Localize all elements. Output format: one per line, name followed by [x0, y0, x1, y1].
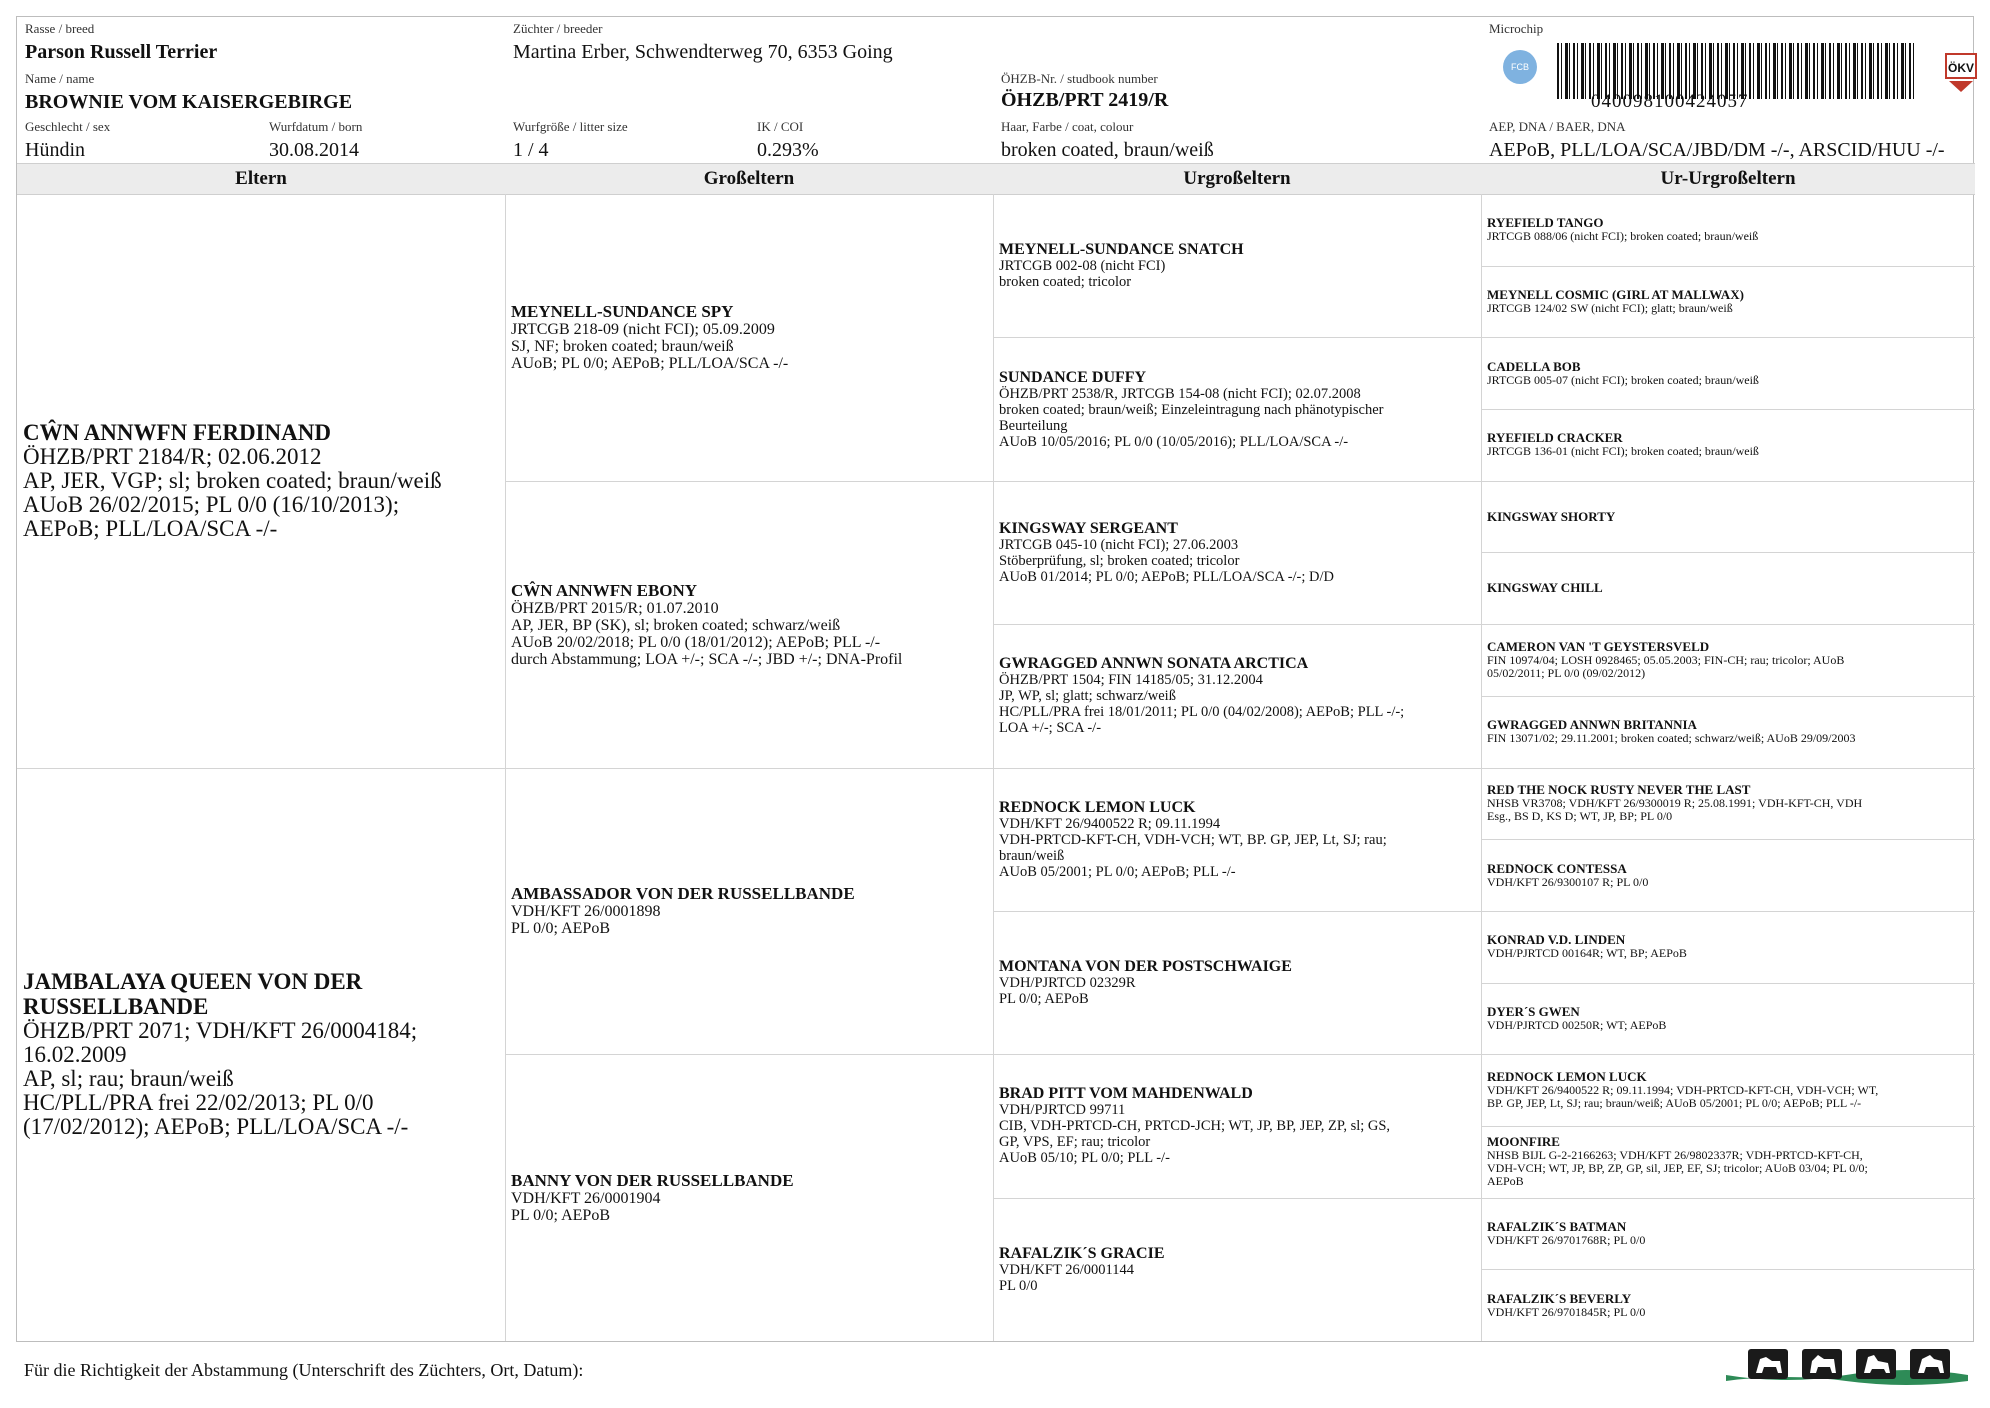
row-divider — [1481, 266, 1975, 267]
row-divider — [1481, 839, 1975, 840]
dog-name: JAMBALAYA QUEEN VON DER RUSSELLBANDE — [23, 969, 363, 1020]
row-divider — [1481, 409, 1975, 410]
dog-name: BROWNIE VOM KAISERGEBIRGE — [25, 91, 353, 113]
dna-label: AEP, DNA / BAER, DNA — [1489, 119, 1626, 134]
dog-breed-logo — [1726, 1345, 1968, 1385]
row-divider — [505, 768, 993, 769]
dog-name: MEYNELL-SUNDANCE SNATCH — [999, 241, 1244, 259]
dog-name: RYEFIELD CRACKER — [1487, 430, 1623, 446]
signature-line-label: Für die Richtigkeit der Abstammung (Unterschrift des Züchters, Ort, Datum): — [24, 1360, 584, 1380]
row-divider — [993, 768, 1481, 769]
great-great-grandparent-cell — [1481, 1126, 1975, 1198]
dog-name: REDNOCK CONTESSA — [1487, 860, 1627, 876]
dog-name: KINGSWAY SHORTY — [1487, 508, 1616, 524]
dog-name: RED THE NOCK RUSTY NEVER THE LAST — [1487, 782, 1751, 798]
dog-name: KINGSWAY CHILL — [1487, 580, 1603, 596]
studbook-number: ÖHZB/PRT 2419/R — [1001, 89, 1169, 111]
grandparent-cell — [505, 481, 993, 768]
dog-details: VDH/KFT 26/9400522 R; 09.11.1994; VDH-PRTCD-KFT-CH, VDH-VCH; WT, BP. GP, JEP, Lt, SJ; rau; braun/weiß; AUoB 05/2001; PL 0/0; AEPoB; PLL -/- — [1487, 1083, 1879, 1111]
great-great-grandparent-cell — [1481, 1198, 1975, 1270]
dog-details: VDH/PJRTCD 00250R; WT; AEPoB — [1487, 1017, 1667, 1032]
great-great-grandparent-cell — [1481, 983, 1975, 1055]
dog-details: VDH/KFT 26/9701768R; PL 0/0 — [1487, 1232, 1646, 1247]
row-divider — [993, 1198, 1481, 1199]
dog-details: VDH/KFT 26/0001144 PL 0/0 — [999, 1261, 1134, 1294]
dog-name: BANNY VON DER RUSSELLBANDE — [511, 1171, 794, 1191]
coi-value: 0.293% — [757, 139, 819, 161]
born-label: Wurfdatum / born — [269, 119, 363, 134]
dog-name: AMBASSADOR VON DER RUSSELLBANDE — [511, 884, 855, 904]
dog-name: RYEFIELD TANGO — [1487, 215, 1604, 231]
dog-name: SUNDANCE DUFFY — [999, 368, 1147, 386]
dog-details: NHSB BIJL G-2-2166263; VDH/KFT 26/9802337R; VDH-PRTCD-KFT-CH, VDH-VCH; WT, JP, BP, ZP, GP, sil, JEP, EF, SJ; tricolor; AUoB 03/04; PL 0/0; AEPoB — [1487, 1148, 1868, 1189]
dog-name: CŴN ANNWFN EBONY — [511, 580, 698, 600]
great-great-grandparent-cell — [1481, 409, 1975, 481]
oekv-logo — [1945, 53, 1977, 93]
row-divider — [1481, 1126, 1975, 1127]
dog-name: REDNOCK LEMON LUCK — [999, 798, 1196, 816]
breeder-value: Martina Erber, Schwendterweg 70, 6353 Going — [513, 41, 893, 63]
row-divider — [993, 337, 1481, 338]
great-great-grandparent-cell — [1481, 1269, 1975, 1341]
dog-name: MOONFIRE — [1487, 1134, 1560, 1150]
litter-label: Wurfgröße / litter size — [513, 119, 628, 134]
microchip-label: Microchip — [1489, 21, 1544, 36]
great-great-grandparent-cell — [1481, 696, 1975, 768]
dog-name: MONTANA VON DER POSTSCHWAIGE — [999, 958, 1292, 976]
row-divider — [17, 768, 505, 769]
dog-details: ÖHZB/PRT 2184/R; 02.06.2012 AP, JER, VGP; sl; broken coated; braun/weiß AUoB 26/02/2015; PL 0/0 (16/10/2013); AEPoB; PLL/LOA/SCA -/- — [23, 444, 442, 542]
dog-details: FIN 13071/02; 29.11.2001; broken coated; schwarz/weiß; AUoB 29/09/2003 — [1487, 731, 1856, 746]
parent-cell — [17, 194, 505, 768]
great-grandparent-cell — [993, 768, 1481, 911]
generation-heading-parents: Eltern — [235, 168, 287, 189]
great-great-grandparent-cell — [1481, 839, 1975, 911]
dog-details: VDH/KFT 26/9701845R; PL 0/0 — [1487, 1304, 1646, 1319]
generation-heading-grandparents: Großeltern — [703, 168, 795, 189]
great-grandparent-cell — [993, 337, 1481, 480]
column-divider — [1481, 194, 1482, 1341]
dog-details: JRTCGB 218-09 (nicht FCI); 05.09.2009 SJ, NF; broken coated; braun/weiß AUoB; PL 0/0; AEPoB; PLL/LOA/SCA -/- — [511, 321, 789, 373]
dog-name: MEYNELL-SUNDANCE SPY — [511, 302, 734, 322]
dog-name: REDNOCK LEMON LUCK — [1487, 1069, 1647, 1085]
dog-name: RAFALZIK´S BATMAN — [1487, 1218, 1627, 1234]
oekv-logo-text: ÖKV — [1947, 61, 1975, 75]
dog-details: VDH/KFT 26/9300107 R; PL 0/0 — [1487, 874, 1649, 889]
dog-details: JRTCGB 002-08 (nicht FCI) broken coated; tricolor — [999, 258, 1166, 291]
dog-details: ÖHZB/PRT 2538/R, JRTCGB 154-08 (nicht FCI); 02.07.2008 broken coated; braun/weiß; Einzeleintragung nach phänotypischer Beurteilung AUoB 10/05/2016; PL 0/0 (10/05/2016); PLL/LOA/SCA -/- — [999, 385, 1384, 450]
coat-label: Haar, Farbe / coat, colour — [1001, 119, 1134, 134]
row-divider — [993, 911, 1481, 912]
dog-details: VDH/KFT 26/0001898 PL 0/0; AEPoB — [511, 903, 661, 938]
row-divider — [1481, 481, 1975, 482]
row-divider — [1481, 552, 1975, 553]
dog-details: ÖHZB/PRT 2015/R; 01.07.2010 AP, JER, BP (SK), sl; broken coated; schwarz/weiß AUoB 20/02/2018; PL 0/0 (18/01/2012); AEPoB; PLL -/- durch Abstammung; LOA +/-; SCA -/-; JBD +/-; DNA-Profil — [511, 599, 903, 668]
chip-registry-logo: FCB — [1503, 50, 1537, 84]
great-great-grandparent-cell — [1481, 624, 1975, 696]
microchip-number: 040098100424057 — [1591, 91, 1749, 112]
dog-name: RAFALZIK´S BEVERLY — [1487, 1290, 1632, 1306]
dog-name: GWRAGGED ANNWN BRITANNIA — [1487, 717, 1697, 733]
generation-heading-great-grandparents: Urgroßeltern — [1183, 168, 1291, 189]
row-divider — [1481, 1269, 1975, 1270]
certificate-header — [17, 17, 1975, 179]
dog-name: CAMERON VAN 'T GEYSTERSVELD — [1487, 638, 1710, 654]
column-divider — [993, 194, 994, 1341]
great-grandparent-cell — [993, 194, 1481, 337]
great-grandparent-cell — [993, 911, 1481, 1054]
litter-value: 1 / 4 — [513, 139, 549, 161]
row-divider — [1481, 624, 1975, 625]
great-grandparent-cell — [993, 624, 1481, 767]
coi-label: IK / COI — [757, 119, 804, 134]
great-grandparent-cell — [993, 1198, 1481, 1341]
dog-name: DYER´S GWEN — [1487, 1003, 1580, 1019]
dog-details: VDH/PJRTCD 99711 CIB, VDH-PRTCD-CH, PRTCD-JCH; WT, JP, BP, JEP, ZP, sl; GS, GP, VPS, EF; rau; tricolor AUoB 05/10; PL 0/0; PLL -/- — [999, 1102, 1391, 1167]
grandparent-cell — [505, 194, 993, 481]
dog-details: JRTCGB 136-01 (nicht FCI); broken coated; braun/weiß — [1487, 444, 1759, 459]
dog-name: GWRAGGED ANNWN SONATA ARCTICA — [999, 655, 1309, 673]
dog-details: VDH/KFT 26/0001904 PL 0/0; AEPoB — [511, 1190, 661, 1225]
dog-name: CADELLA BOB — [1487, 358, 1581, 374]
dog-details: JRTCGB 005-07 (nicht FCI); broken coated; braun/weiß — [1487, 372, 1759, 387]
great-great-grandparent-cell — [1481, 911, 1975, 983]
parent-cell — [17, 768, 505, 1342]
column-divider — [505, 194, 506, 1341]
dog-name: MEYNELL COSMIC (GIRL AT MALLWAX) — [1487, 287, 1744, 303]
grandparent-cell — [505, 768, 993, 1055]
row-divider — [1481, 983, 1975, 984]
breeder-label: Züchter / breeder — [513, 21, 603, 36]
great-grandparent-cell — [993, 1054, 1481, 1197]
row-divider — [1481, 696, 1975, 697]
dog-name: BRAD PITT VOM MAHDENWALD — [999, 1085, 1253, 1103]
dog-name: RAFALZIK´S GRACIE — [999, 1244, 1165, 1262]
great-great-grandparent-cell — [1481, 768, 1975, 840]
great-great-grandparent-cell — [1481, 194, 1975, 266]
coat-value: broken coated, braun/weiß — [1001, 139, 1214, 161]
great-great-grandparent-cell — [1481, 1054, 1975, 1126]
dog-details: ÖHZB/PRT 1504; FIN 14185/05; 31.12.2004 JP, WP, sl; glatt; schwarz/weiß HC/PLL/PRA frei 18/01/2011; PL 0/0 (04/02/2008); AEPoB; PLL -/-; LOA +/-; SCA -/- — [999, 672, 1405, 737]
row-divider — [1481, 1198, 1975, 1199]
grandparent-cell — [505, 1054, 993, 1341]
pedigree-certificate — [16, 16, 1974, 1342]
generation-header-bar — [17, 163, 1975, 195]
great-great-grandparent-cell — [1481, 552, 1975, 624]
row-divider — [993, 481, 1481, 482]
row-divider — [993, 1054, 1481, 1055]
dog-details: JRTCGB 088/06 (nicht FCI); broken coated; braun/weiß — [1487, 229, 1759, 244]
dog-details: VDH/KFT 26/9400522 R; 09.11.1994 VDH-PRTCD-KFT-CH, VDH-VCH; WT, BP. GP, JEP, Lt, SJ; rau; braun/weiß AUoB 05/2001; PL 0/0; AEPoB; PLL -/- — [999, 815, 1387, 880]
breed-label: Rasse / breed — [25, 21, 95, 36]
row-divider — [993, 624, 1481, 625]
dog-details: JRTCGB 045-10 (nicht FCI); 27.06.2003 Stöberprüfung, sl; broken coated; tricolor AUoB 01/2014; PL 0/0; AEPoB; PLL/LOA/SCA -/-; D/D — [999, 536, 1335, 585]
great-grandparent-cell — [993, 481, 1481, 624]
dog-details: VDH/PJRTCD 02329R PL 0/0; AEPoB — [999, 975, 1136, 1008]
dog-name: CŴN ANNWFN FERDINAND — [23, 420, 331, 446]
row-divider — [505, 1054, 993, 1055]
dog-details: ÖHZB/PRT 2071; VDH/KFT 26/0004184; 16.02.2009 AP, sl; rau; braun/weiß HC/PLL/PRA frei 22/02/2013; PL 0/0 (17/02/2012); AEPoB; PLL/LOA/SCA -/- — [23, 1018, 418, 1140]
row-divider — [1481, 337, 1975, 338]
great-great-grandparent-cell — [1481, 337, 1975, 409]
row-divider — [1481, 1054, 1975, 1055]
breed-value: Parson Russell Terrier — [25, 41, 218, 63]
dog-details: NHSB VR3708; VDH/KFT 26/9300019 R; 25.08.1991; VDH-KFT-CH, VDH Esg., BS D, KS D; WT, JP, BP; PL 0/0 — [1487, 796, 1863, 824]
sex-label: Geschlecht / sex — [25, 119, 111, 134]
dog-name: KONRAD V.D. LINDEN — [1487, 932, 1626, 948]
generation-heading-great-great-grandparents: Ur-Urgroßeltern — [1660, 168, 1796, 189]
row-divider — [1481, 911, 1975, 912]
dog-name: KINGSWAY SERGEANT — [999, 519, 1178, 537]
dog-details: JRTCGB 124/02 SW (nicht FCI); glatt; braun/weiß — [1487, 301, 1733, 316]
name-label: Name / name — [25, 71, 95, 86]
dog-details: VDH/PJRTCD 00164R; WT, BP; AEPoB — [1487, 946, 1687, 961]
dna-value: AEPoB, PLL/LOA/SCA/JBD/DM -/-, ARSCID/HUU -/- — [1489, 139, 1945, 161]
studbook-label: ÖHZB-Nr. / studbook number — [1001, 71, 1158, 86]
row-divider — [1481, 768, 1975, 769]
row-divider — [505, 481, 993, 482]
great-great-grandparent-cell — [1481, 266, 1975, 338]
dog-details: FIN 10974/04; LOSH 0928465; 05.05.2003; FIN-CH; rau; tricolor; AUoB 05/02/2011; PL 0/0 (09/02/2012) — [1487, 652, 1845, 680]
sex-value: Hündin — [25, 139, 85, 161]
born-value: 30.08.2014 — [269, 139, 359, 161]
great-great-grandparent-cell — [1481, 481, 1975, 553]
